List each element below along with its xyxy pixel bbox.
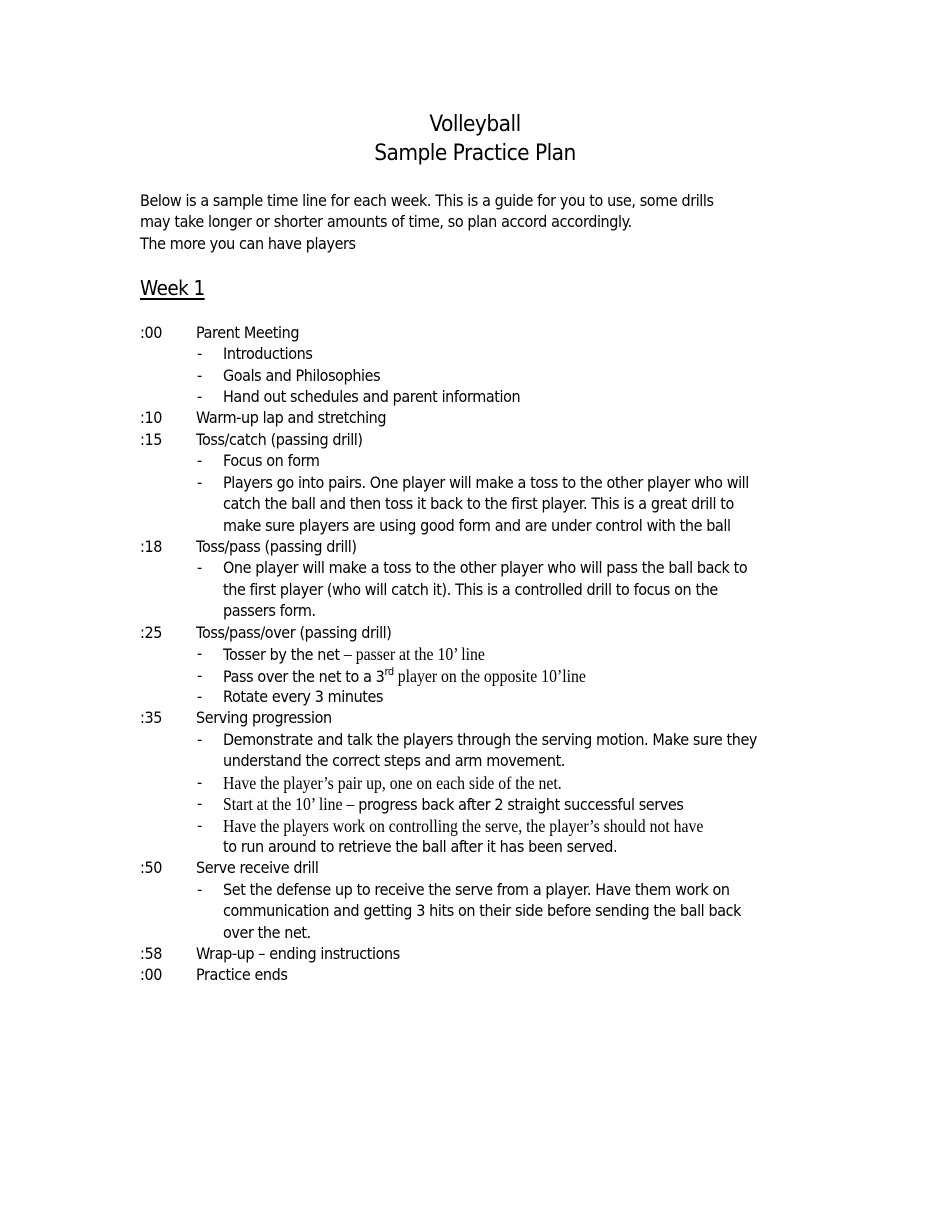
bullet-item: Rotate every 3 minutes — [223, 687, 384, 706]
bullet-item-line: One player will make a toss to the other player who will pass the ball back to — [223, 558, 748, 577]
bullet-marker: - — [197, 366, 202, 385]
bullet-text-sans: Tosser by the net — [223, 645, 344, 664]
bullet-marker: - — [197, 794, 202, 813]
bullet-item: Introductions — [223, 344, 313, 363]
bullet-item-line — [223, 816, 703, 837]
intro-line-2: may take longer or shorter amounts of time, so plan accord accordingly. — [140, 212, 632, 231]
schedule-activity: Warm-up lap and stretching — [196, 408, 387, 427]
bullet-marker: - — [197, 816, 202, 835]
bullet-marker: - — [197, 473, 202, 492]
bullet-item — [223, 773, 562, 794]
schedule-time: :18 — [140, 537, 162, 556]
bullet-marker: - — [197, 558, 202, 577]
bullet-item-line: catch the ball and then toss it back to the first player. This is a great drill to — [223, 494, 734, 513]
bullet-item — [223, 794, 683, 815]
bullet-marker: - — [197, 451, 202, 470]
bullet-marker: - — [197, 387, 202, 406]
schedule-activity: Toss/pass (passing drill) — [196, 537, 357, 556]
schedule-activity: Practice ends — [196, 965, 288, 984]
bullet-item-line: make sure players are using good form and are under control with the ball — [223, 516, 731, 535]
bullet-item — [223, 644, 485, 665]
schedule-activity: Serve receive drill — [196, 858, 319, 877]
bullet-text-serif: Start at the 10’ line – — [223, 794, 359, 814]
intro-line-1: Below is a sample time line for each week. This is a guide for you to use, some drills — [140, 191, 714, 210]
bullet-marker: - — [197, 666, 202, 685]
bullet-text-serif: player on the opposite 10’line — [393, 666, 586, 686]
bullet-item — [223, 666, 586, 687]
document-subtitle: Sample Practice Plan — [374, 141, 576, 166]
bullet-item-line: passers form. — [223, 601, 316, 620]
bullet-item-line: Set the defense up to receive the serve from a player. Have them work on — [223, 880, 730, 899]
schedule-activity: Wrap-up – ending instructions — [196, 944, 400, 963]
schedule-activity: Parent Meeting — [196, 323, 300, 342]
bullet-text-serif: Have the player’s pair up, one on each side of the net. — [223, 773, 562, 793]
bullet-item-line: to run around to retrieve the ball after it has been served. — [223, 837, 618, 856]
bullet-item-line: Players go into pairs. One player will make a toss to the other player who will — [223, 473, 749, 492]
schedule-time: :25 — [140, 623, 162, 642]
week-heading: Week 1 — [140, 276, 205, 300]
bullet-marker: - — [197, 880, 202, 899]
schedule-time: :35 — [140, 708, 162, 727]
bullet-text-sans: progress back after 2 straight successful serves — [358, 795, 684, 814]
bullet-item: Hand out schedules and parent information — [223, 387, 521, 406]
schedule-time: :00 — [140, 323, 162, 342]
bullet-item: Goals and Philosophies — [223, 366, 381, 385]
bullet-item-line: over the net. — [223, 923, 311, 942]
bullet-item-line: the first player (who will catch it). This is a controlled drill to focus on the — [223, 580, 718, 599]
bullet-text-sans: Pass over the net to a 3 — [223, 667, 385, 686]
bullet-text-serif: – passer at the 10’ line — [343, 644, 485, 664]
schedule-time: :15 — [140, 430, 162, 449]
schedule-activity: Toss/pass/over (passing drill) — [196, 623, 392, 642]
schedule-activity: Toss/catch (passing drill) — [196, 430, 363, 449]
schedule-time: :10 — [140, 408, 162, 427]
intro-line-3: The more you can have players — [140, 234, 356, 253]
bullet-marker: - — [197, 730, 202, 749]
document-title: Volleyball — [429, 112, 521, 137]
schedule-activity: Serving progression — [196, 708, 332, 727]
schedule-time: :50 — [140, 858, 162, 877]
bullet-marker: - — [197, 344, 202, 363]
bullet-text-serif: Have the players work on controlling the serve, the player’s should not have — [223, 816, 704, 836]
bullet-marker: - — [197, 644, 202, 663]
bullet-item-line: Demonstrate and talk the players through the serving motion. Make sure they — [223, 730, 758, 749]
ordinal-superscript: rd — [384, 665, 394, 678]
schedule-time: :58 — [140, 944, 162, 963]
bullet-marker: - — [197, 773, 202, 792]
schedule-time: :00 — [140, 965, 162, 984]
bullet-item-line: understand the correct steps and arm movement. — [223, 751, 566, 770]
bullet-marker: - — [197, 687, 202, 706]
bullet-item-line: communication and getting 3 hits on their side before sending the ball back — [223, 901, 742, 920]
bullet-item: Focus on form — [223, 451, 320, 470]
